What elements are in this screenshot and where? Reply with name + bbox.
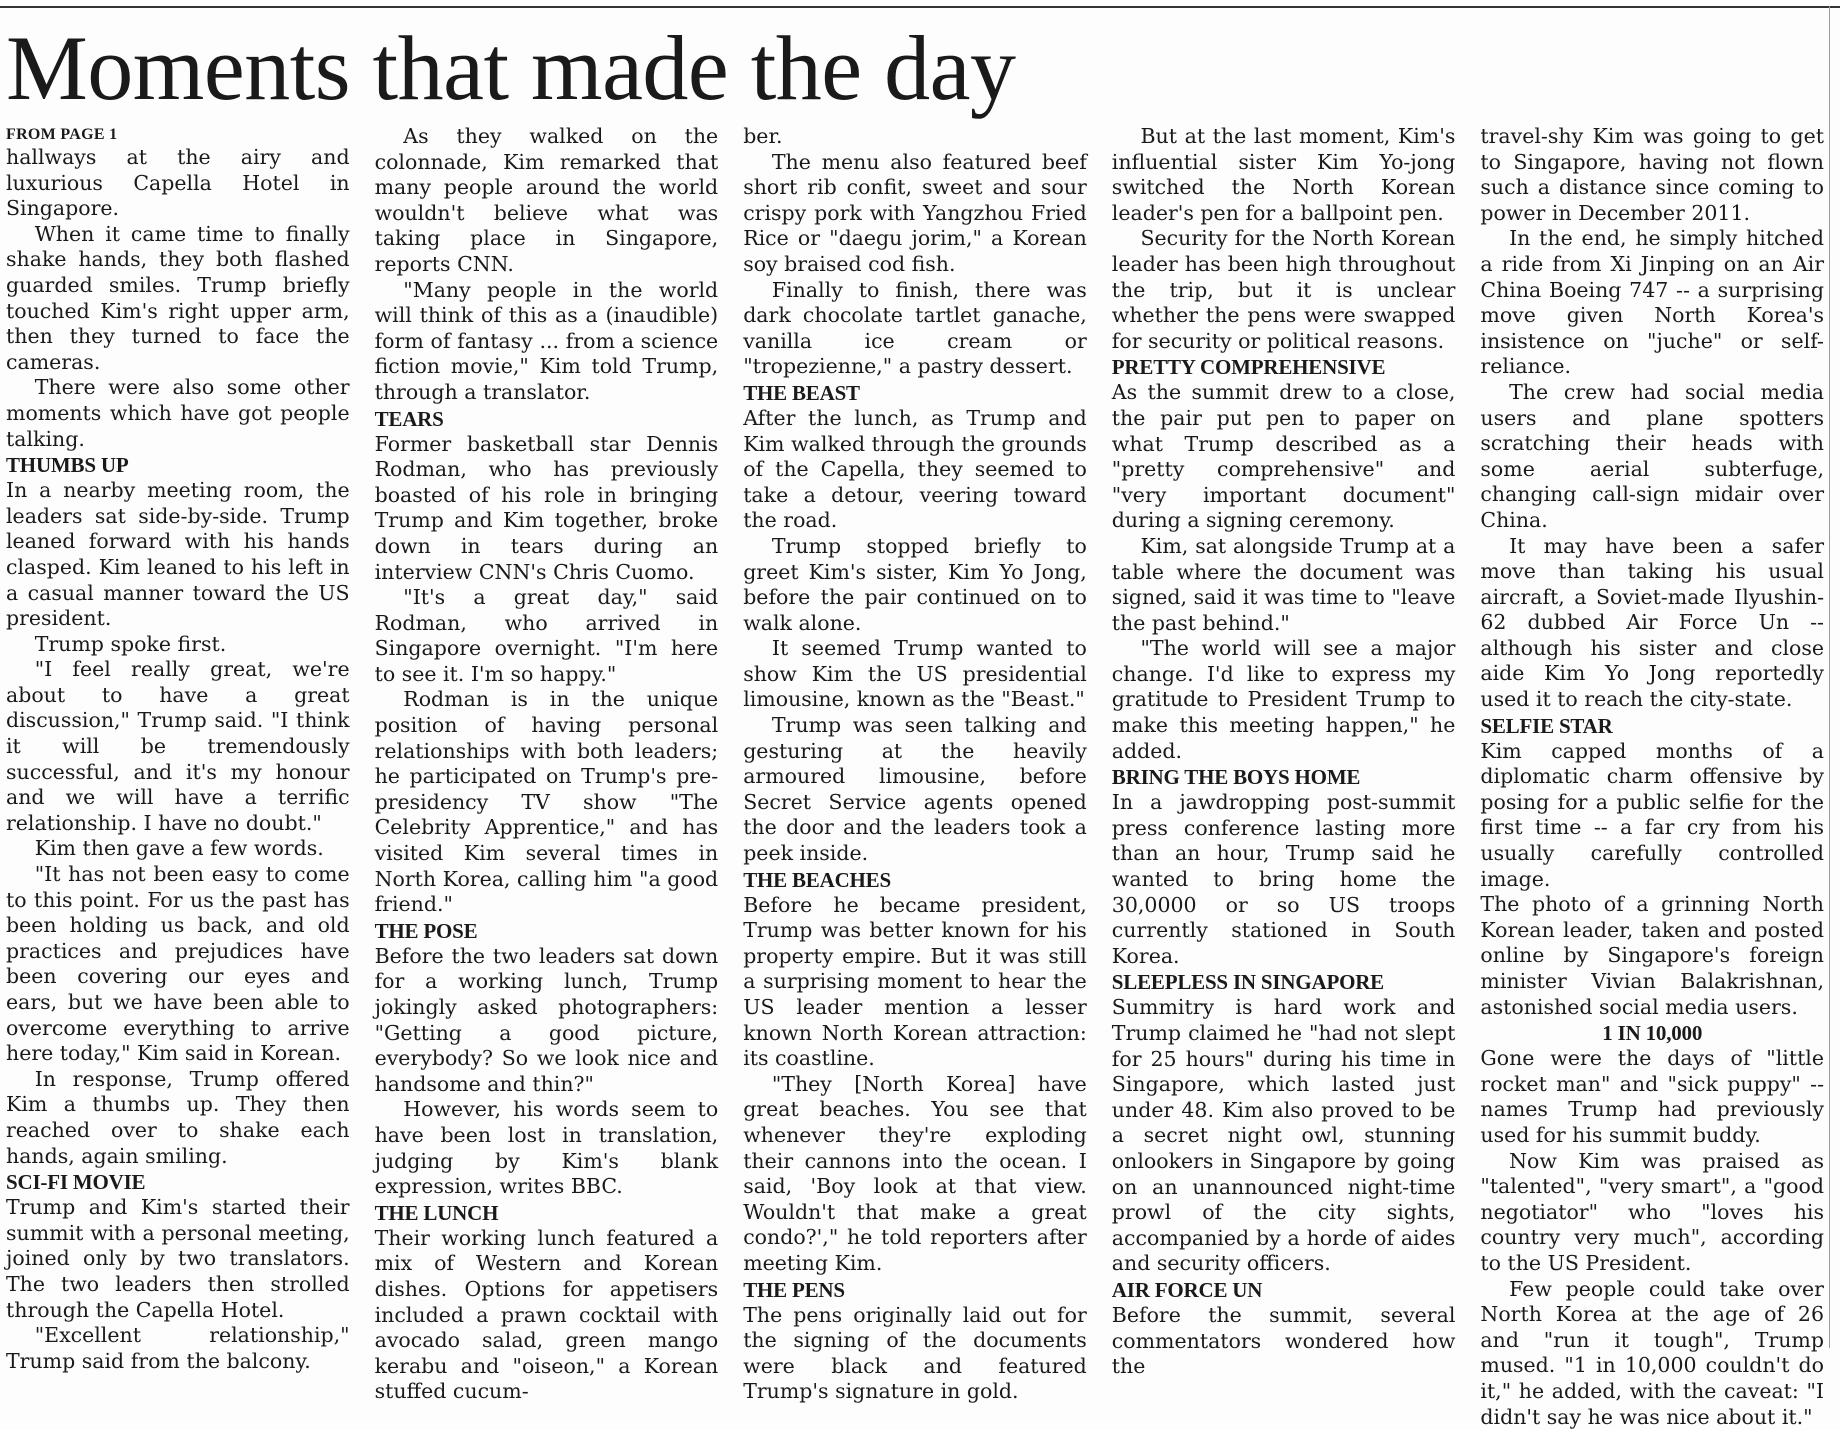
article-paragraph: Now Kim was praised as "talented", "very smart", a "good negotiator" who "loves his country very much", according to the US President.	[1480, 1148, 1824, 1275]
article-paragraph: Security for the North Korean leader has been high throughout the trip, but it is unclear whether the pens were swapped for security or political reasons.	[1111, 226, 1456, 353]
section-subheading: SLEEPLESS IN SINGAPORE	[1111, 970, 1384, 995]
from-page-kicker: FROM PAGE 1	[6, 126, 118, 143]
section-subheading: AIR FORCE UN	[1111, 1277, 1263, 1302]
article-paragraph: As the summit drew to a close, the pair put pen to paper on what Trump described as a "pretty comprehensive" and "very important document" during a signing ceremony.	[1111, 380, 1456, 533]
article-paragraph: Kim then gave a few words.	[34, 836, 324, 861]
article-paragraph: The photo of a grinning North Korean leader, taken and posted online by Singapore's foreign minister Vivian Balakrishnan, astonished social media users.	[1480, 892, 1824, 1019]
article-paragraph: After the lunch, as Trump and Kim walked through the grounds of the Capella, they seemed to take a detour, veering toward the road.	[743, 405, 1087, 533]
article-paragraph: The pens originally laid out for the signing of the documents were black and featured Trump's signature in gold.	[743, 1302, 1087, 1404]
article-paragraph: Finally to finish, there was dark chocolate tartlet ganache, vanilla ice cream or "tropezienne," a pastry dessert.	[743, 277, 1087, 379]
article-paragraph: Summitry is hard work and Trump claimed he "had not slept for 25 hours" during his time in Singapore, which lasted just under 48. Kim also proved to be a secret night owl, stunning onlookers in Singapore by going on an unannounced night-time prowl of the city sights, accompanied by a horde of aides and security officers.	[1111, 995, 1456, 1276]
column-1	[6, 124, 350, 1430]
right-edge-rule	[1829, 6, 1830, 1348]
column-3	[743, 124, 1087, 1430]
article-paragraph: The crew had social media users and plane spotters scratching their heads with some aerial subterfuge, changing call-sign midair over China.	[1480, 379, 1824, 532]
article-paragraph: It seemed Trump wanted to show Kim the US presidential limousine, known as the "Beast."	[743, 636, 1087, 712]
column-5	[1480, 124, 1824, 1430]
article-paragraph: The menu also featured beef short rib confit, sweet and sour crispy pork with Yangzhou Fried Rice or "daegu jorim," a Korean soy braised cod fish.	[743, 149, 1087, 276]
article-paragraph: In the end, he simply hitched a ride from Xi Jinping on an Air China Boeing 747 -- a surprising move given North Korea's insistence on "juche" or self-reliance.	[1480, 226, 1824, 379]
article-paragraph: But at the last moment, Kim's influential sister Kim Yo-jong switched the North Korean leader's pen for a ballpoint pen.	[1111, 124, 1456, 225]
section-subheading: THE BEAST	[743, 380, 860, 405]
article-paragraph: Trump was seen talking and gesturing at the heavily armoured limousine, before Secret Service agents opened the door and the leaders took a peek inside.	[743, 713, 1087, 866]
article-paragraph: Few people could take over North Korea at the age of 26 and "run it tough", Trump mused. "1 in 10,000 couldn't do it," he added, with the caveat: "I didn't say he was nice about it."	[1480, 1276, 1824, 1429]
article-paragraph: In a nearby meeting room, the leaders sat side-by-side. Trump leaned forward with his hands clasped. Kim leaned to his left in a casual manner toward the US president.	[6, 478, 350, 631]
article-paragraph: "I feel really great, we're about to have a great discussion," Trump said. "I think it will be tremendously successful, and it's my honour and we will have a terrific relationship. I have no doubt."	[6, 657, 350, 835]
article-paragraph: Rodman is in the unique position of having personal relationships with both leaders; he participated on Trump's pre-presidency TV show "The Celebrity Apprentice," and has visited Kim several times in North Korea, calling him "a good friend."	[374, 687, 719, 917]
article-paragraph: There were also some other moments which have got people talking.	[6, 375, 350, 451]
article-paragraph: Trump and Kim's started their summit with a personal meeting, joined only by two translators. The two leaders then strolled through the Capella Hotel.	[6, 1195, 350, 1322]
article-paragraph: It may have been a safer move than taking his usual aircraft, a Soviet-made Ilyushin-62 dubbed Air Force Un -- although his sister and close aide Kim Yo Jong reportedly used it to reach the city-state.	[1480, 533, 1824, 712]
article-paragraph: In response, Trump offered Kim a thumbs up. They then reached over to shake each hands, again smiling.	[6, 1066, 350, 1168]
section-subheading: THE PENS	[743, 1277, 845, 1302]
article-paragraph: ber.	[743, 124, 783, 148]
article-paragraph: hallways at the airy and luxurious Capella Hotel in Singapore.	[6, 145, 350, 221]
section-subheading: THUMBS UP	[6, 453, 129, 478]
section-subheading: SCI-FI MOVIE	[6, 1170, 146, 1195]
column-4	[1112, 124, 1456, 1430]
article-paragraph: "The world will see a major change. I'd like to express my gratitude to President Trump to make this meeting happen," he added.	[1111, 636, 1456, 763]
article-paragraph: Trump spoke first.	[34, 631, 227, 656]
article-paragraph: Former basketball star Dennis Rodman, who has previously boasted of his role in bringing Trump and Kim together, broke down in tears during an interview CNN's Chris Cuomo.	[374, 431, 719, 584]
section-subheading: THE POSE	[374, 918, 478, 943]
article-paragraph: Kim, sat alongside Trump at a table where the document was signed, said it was time to "leave the past behind."	[1111, 533, 1456, 635]
article-paragraph: In a jawdropping post-summit press conference lasting more than an hour, Trump said he wanted to bring home the 30,0000 or so US troops currently stationed in South Korea.	[1111, 790, 1456, 968]
article-paragraph: "Excellent relationship," Trump said from the balcony.	[6, 1323, 350, 1373]
article-paragraph: "It's a great day," said Rodman, who arrived in Singapore overnight. "I'm here to see it. I'm so happy."	[374, 585, 719, 686]
section-subheading: TEARS	[374, 406, 444, 431]
headline: Moments that made the day	[6, 17, 1016, 119]
section-subheading: BRING THE BOYS HOME	[1111, 765, 1361, 790]
article-body	[6, 124, 1824, 1429]
article-paragraph: travel-shy Kim was going to get to Singapore, having not flown such a distance since coming to power in December 2011.	[1480, 124, 1824, 225]
article-paragraph: "Many people in the world will think of this as a (inaudible) form of fantasy ... from a science fiction movie," Kim told Trump, through a translator.	[374, 277, 719, 404]
section-subheading: PRETTY COMPREHENSIVE	[1111, 355, 1386, 380]
article-paragraph: Their working lunch featured a mix of Western and Korean dishes. Options for appetisers included a prawn cocktail with avocado salad, green mango kerabu and "oiseon," a Korean stuffed cucum-	[374, 1225, 719, 1404]
article-paragraph: "They [North Korea] have great beaches. You see that whenever they're exploding their cannons into the ocean. I said, 'Boy look at that view. Wouldn't that make a great condo?'," he told reporters after meeting Kim.	[743, 1071, 1087, 1275]
article-paragraph: Before the summit, several commentators wondered how the	[1111, 1302, 1456, 1379]
section-subheading: THE BEACHES	[743, 867, 891, 892]
section-subheading: THE LUNCH	[374, 1200, 499, 1225]
article-paragraph: Kim capped months of a diplomatic charm offensive by posing for a public selfie for the first time -- a far cry from his usually carefully controlled image.	[1480, 738, 1824, 891]
article-paragraph: "It has not been easy to come to this point. For us the past has been holding us back, and old practices and prejudices have been covering our eyes and ears, but we have been able to overcome everything to arrive here today," Kim said in Korean.	[6, 862, 350, 1066]
top-rule	[0, 6, 1840, 8]
article-paragraph: Gone were the days of "little rocket man" and "sick puppy" -- names Trump had previously used for his summit buddy.	[1480, 1046, 1824, 1147]
section-subheading: SELFIE STAR	[1480, 713, 1613, 738]
article-paragraph: However, his words seem to have been lost in translation, judging by Kim's blank expression, writes BBC.	[374, 1097, 719, 1199]
article-paragraph: Trump stopped briefly to greet Kim's sister, Kim Yo Jong, before the pair continued on to walk alone.	[743, 533, 1087, 635]
article-paragraph: As they walked on the colonnade, Kim remarked that many people around the world wouldn't believe what was taking place in Singapore, reports CNN.	[374, 124, 719, 276]
article-paragraph: Before he became president, Trump was better known for his property empire. But it was still a surprising moment to hear the US leader mention a lesser known North Korean attraction: its coastline.	[743, 892, 1087, 1071]
column-2	[375, 124, 719, 1430]
article-paragraph: Before the two leaders sat down for a working lunch, Trump jokingly asked photographers: "Getting a good picture, everybody? So we look nice and handsome and thin?"	[374, 943, 719, 1096]
article-paragraph: When it came time to finally shake hands, they both flashed guarded smiles. Trump briefly touched Kim's right upper arm, then they turned to face the cameras.	[6, 221, 350, 374]
section-subheading: 1 IN 10,000	[1602, 1021, 1703, 1046]
